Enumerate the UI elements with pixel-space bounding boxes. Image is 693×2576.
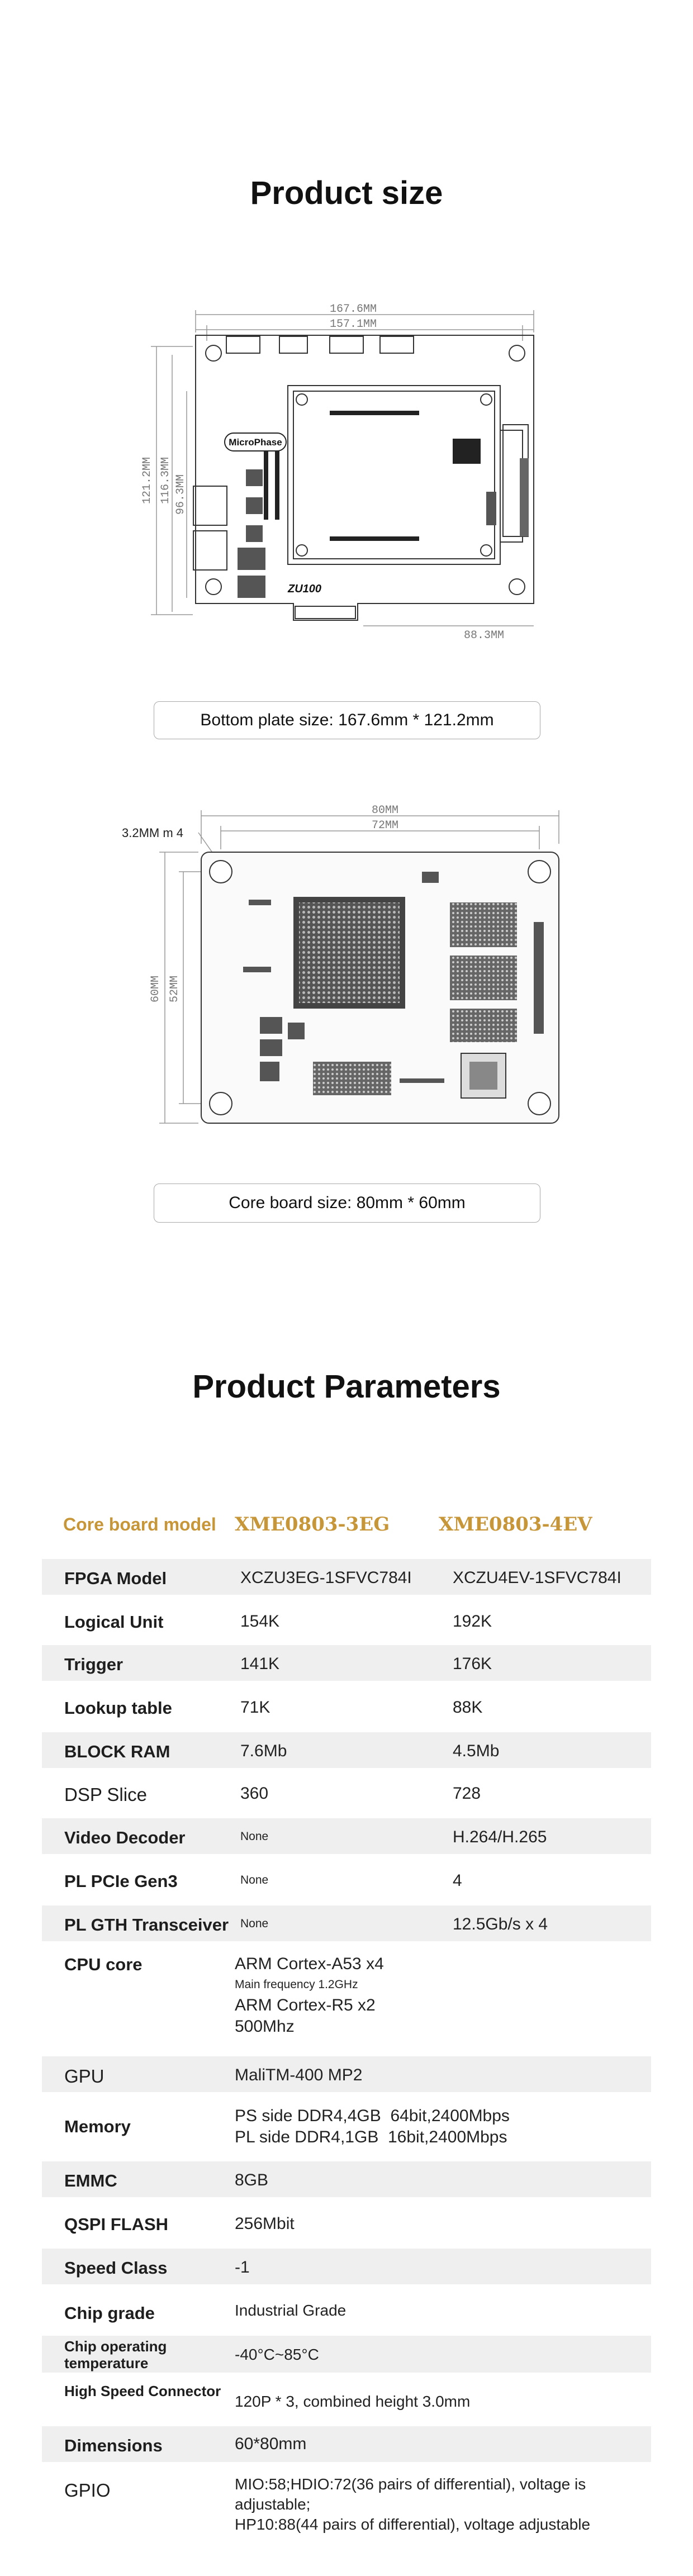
gpio-line-3: HP10:88(44 pairs of differential), voltage adjustable	[235, 2516, 591, 2533]
table-row	[42, 1775, 651, 1810]
table-row	[42, 1689, 651, 1724]
memory-line-1: PS side DDR4,4GB 64bit,2400Mbps	[235, 2107, 510, 2125]
board-model-label: ZU100	[288, 583, 322, 595]
row-label: DSP Slice	[64, 1784, 147, 1805]
cpu-line-3: ARM Cortex-R5 x2	[235, 1996, 376, 2014]
row-value: -1	[235, 2258, 250, 2276]
row-value-3eg: None	[240, 1830, 269, 1843]
table-row	[42, 1603, 651, 1638]
row-value-3eg: 71K	[240, 1698, 270, 1717]
row-value: MaliTM-400 MP2	[235, 2066, 363, 2084]
row-value-4ev: 12.5Gb/s x 4	[453, 1915, 548, 1933]
table-row	[42, 2292, 651, 2328]
dim-width-inner: 157.1MM	[330, 318, 377, 331]
cpu-line-1: ARM Cortex-A53 x4	[235, 1955, 384, 1973]
row-label: Chip grade	[64, 2303, 155, 2323]
row-label: EMMC	[64, 2171, 117, 2190]
row-value-3eg: 7.6Mb	[240, 1742, 287, 1760]
row-value: 120P * 3, combined height 3.0mm	[235, 2393, 471, 2410]
core-dim-width-outer: 80MM	[372, 804, 399, 817]
row-label: Lookup table	[64, 1698, 172, 1718]
table-row	[42, 2161, 651, 2197]
dim-height-inner: 116.3MM	[159, 457, 172, 505]
core-dim-height-inner: 52MM	[168, 975, 181, 1003]
row-value: 60*80mm	[235, 2435, 307, 2453]
table-row	[42, 1818, 651, 1854]
row-value-4ev: XCZU4EV-1SFVC784I	[453, 1569, 621, 1587]
memory-line-2: PL side DDR4,1GB 16bit,2400Mbps	[235, 2128, 507, 2146]
row-value-4ev: H.264/H.265	[453, 1828, 547, 1846]
row-label: BLOCK RAM	[64, 1742, 170, 1761]
row-value-3eg: None	[240, 1874, 269, 1886]
row-value-4ev: 176K	[453, 1655, 492, 1673]
row-label: High Speed Connector	[64, 2383, 221, 2399]
table-row	[42, 1645, 651, 1681]
row-value-4ev: 88K	[453, 1698, 483, 1717]
dim-bottom: 88.3MM	[464, 629, 505, 642]
core-dim-width-inner: 72MM	[372, 819, 399, 832]
row-label: PL PCIe Gen3	[64, 1871, 178, 1891]
core-dim-height-outer: 60MM	[149, 975, 162, 1003]
table-row	[42, 2426, 651, 2462]
row-value: 256Mbit	[235, 2214, 295, 2233]
table-row	[42, 1905, 651, 1941]
row-value-3eg: 141K	[240, 1655, 280, 1673]
header-col-4ev: XME0803-4EV	[439, 1513, 592, 1536]
table-row	[42, 2336, 651, 2373]
table-row	[42, 2249, 651, 2284]
product-parameters-title: Product Parameters	[192, 1368, 501, 1405]
row-value-3eg: 360	[240, 1784, 269, 1803]
table-row	[42, 1559, 651, 1595]
table-row	[42, 2056, 651, 2092]
header-core-board-model: Core board model	[63, 1514, 216, 1534]
row-label: Chip operating temperature	[64, 2338, 167, 2371]
core-board-caption: Core board size: 80mm * 60mm	[154, 1184, 540, 1223]
dim-height-inner2: 96.3MM	[174, 474, 187, 515]
row-label: Speed Class	[64, 2258, 168, 2278]
row-value-3eg: XCZU3EG-1SFVC784I	[240, 1569, 412, 1587]
dim-height-outer: 121.2MM	[141, 457, 154, 505]
row-label: GPIO	[64, 2480, 111, 2501]
table-row	[42, 2205, 651, 2241]
row-label: QSPI FLASH	[64, 2214, 169, 2234]
table-row-gpio	[42, 2469, 651, 2547]
bottom-plate-caption: Bottom plate size: 167.6mm * 121.2mm	[154, 701, 540, 739]
row-value-4ev: 4	[453, 1871, 462, 1890]
microphase-logo: MicroPhase	[229, 437, 282, 448]
row-label: Logical Unit	[64, 1612, 164, 1632]
row-label: Trigger	[64, 1655, 124, 1674]
core-board-drawing	[120, 799, 578, 1134]
row-label: CPU core	[64, 1955, 143, 1974]
dim-width-outer: 167.6MM	[330, 303, 377, 316]
table-row-cpu	[42, 1949, 651, 2050]
table-row	[42, 1732, 651, 1768]
cpu-line-2: Main frequency 1.2GHz	[235, 1978, 358, 1991]
row-label: Memory	[64, 2117, 131, 2136]
gpio-line-1: MIO:58;HDIO:72(36 pairs of differential), voltage is	[235, 2475, 586, 2493]
row-value: -40°C~85°C	[235, 2346, 319, 2363]
table-row-memory	[42, 2100, 651, 2154]
header-col-3eg: XME0803-3EG	[235, 1513, 390, 1536]
hole-size-note: 3.2MM m 4	[122, 826, 184, 840]
row-label: FPGA Model	[64, 1569, 167, 1588]
row-label: PL GTH Transceiver	[64, 1915, 229, 1935]
row-label: Video Decoder	[64, 1828, 186, 1847]
row-value-4ev: 192K	[453, 1612, 492, 1631]
gpio-line-2: adjustable;	[235, 2496, 311, 2513]
row-label: GPU	[64, 2066, 105, 2087]
table-row	[42, 2379, 651, 2420]
bottom-plate-drawing	[95, 302, 598, 648]
cpu-line-4: 500Mhz	[235, 2017, 295, 2036]
row-value-3eg: None	[240, 1917, 269, 1930]
row-value-3eg: 154K	[240, 1612, 280, 1631]
row-label: Dimensions	[64, 2436, 163, 2455]
row-value: 8GB	[235, 2171, 269, 2189]
row-value-4ev: 728	[453, 1784, 481, 1803]
table-row	[42, 1862, 651, 1898]
product-size-title: Product size	[250, 175, 443, 211]
row-value: Industrial Grade	[235, 2302, 346, 2319]
row-value-4ev: 4.5Mb	[453, 1742, 500, 1760]
